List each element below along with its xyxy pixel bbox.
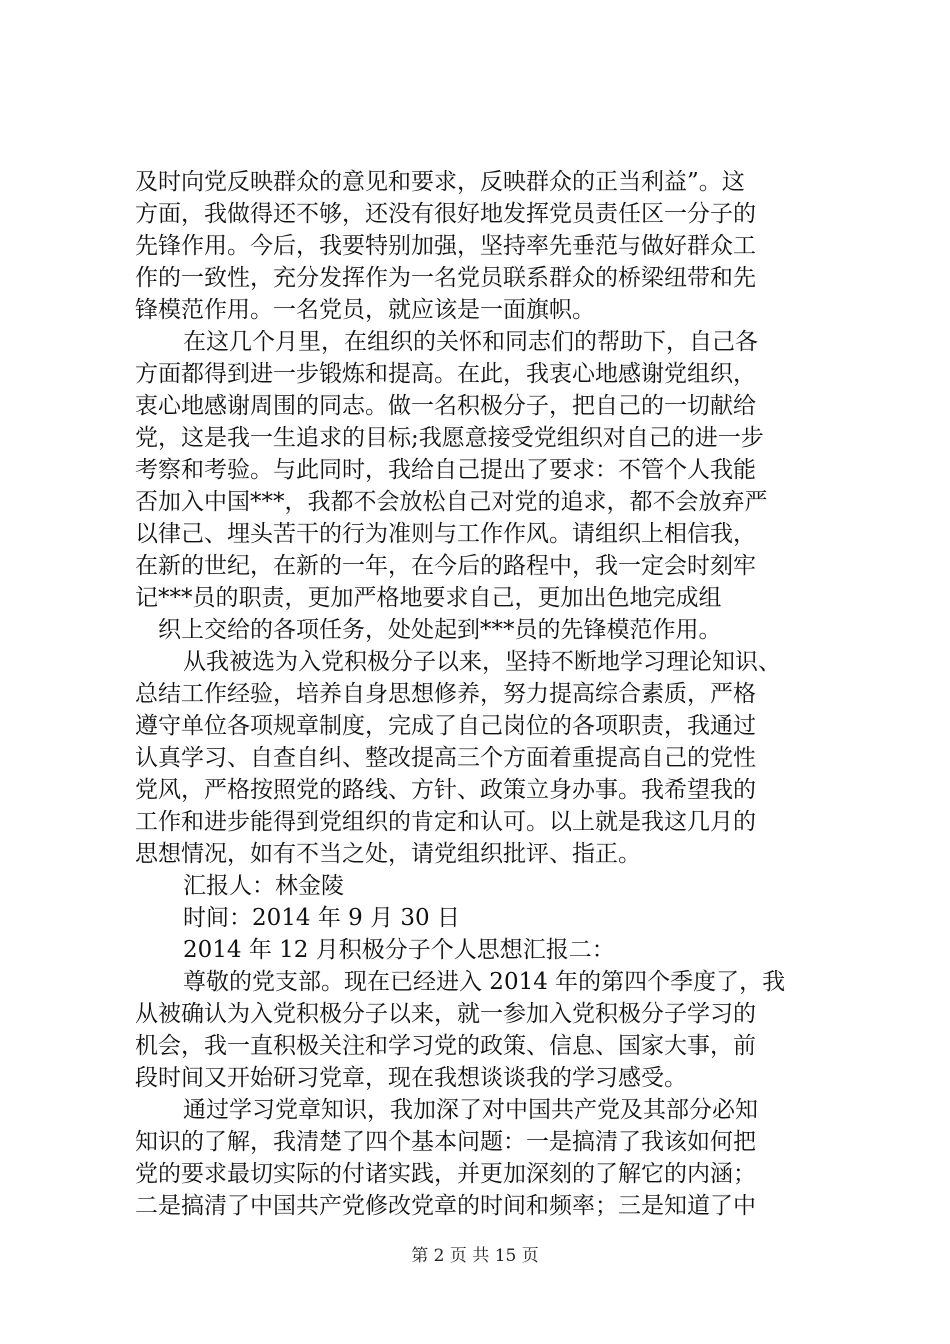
- text-line: 方面都得到进一步锻炼和提高。在此，我衷心地感谢党组织，: [135, 361, 756, 387]
- page-number-footer: 第 2 页 共 15 页: [411, 1246, 539, 1266]
- text-line: 思想情况，如有不当之处，请党组织批评、指正。: [135, 841, 641, 867]
- text-line: 以律己、埋头苦干的行为准则与工作作风。请组织上相信我，: [135, 521, 756, 547]
- text-line: 二是搞清了中国共产党修改党章的时间和频率；三是知道了中: [135, 1193, 756, 1219]
- text-line: 记***员的职责，更加严格地要求自己，更加出色地完成组: [135, 585, 722, 611]
- text-line: 织上交给的各项任务，处处起到***员的先锋模范作用。: [158, 617, 722, 643]
- text-line: 党，这是我一生追求的目标;我愿意接受党组织对自己的进一步: [135, 425, 764, 451]
- text-line: 及时向党反映群众的意见和要求，反映群众的正当利益”。这: [135, 169, 745, 195]
- text-line: 工作和进步能得到党组织的肯定和认可。以上就是我这几月的: [135, 809, 756, 835]
- text-line: 段时间又开始研习党章，现在我想谈谈我的学习感受。: [135, 1065, 687, 1091]
- text-line: 知识的了解，我清楚了四个基本问题：一是搞清了我该如何把: [135, 1129, 756, 1155]
- text-line: 时间：2014 年 9 月 30 日: [183, 905, 460, 931]
- document-body: [135, 166, 835, 1222]
- text-line: 总结工作经验，培养自身思想修养，努力提高综合素质，严格: [135, 681, 756, 707]
- text-line: 锋模范作用。一名党员，就应该是一面旗帜。: [135, 297, 595, 323]
- text-line: 认真学习、自查自纠、整改提高三个方面着重提高自己的党性: [135, 745, 756, 771]
- text-line: 从被确认为入党积极分子以来，就一参加入党积极分子学习的: [135, 1001, 756, 1027]
- text-line: 党的要求最切实际的付诸实践，并更加深刻的了解它的内涵；: [135, 1161, 756, 1187]
- text-line: 衷心地感谢周围的同志。做一名积极分子，把自己的一切献给: [135, 393, 756, 419]
- text-line: 先锋作用。今后，我要特别加强，坚持率先垂范与做好群众工: [135, 233, 756, 259]
- text-line: 汇报人：林金陵: [183, 873, 344, 899]
- text-line: 否加入中国***，我都不会放松自己对党的追求，都不会放弃严: [135, 489, 768, 515]
- text-line: 在新的世纪，在新的一年，在今后的路程中，我一定会时刻牢: [135, 553, 756, 579]
- text-line: 在这几个月里，在组织的关怀和同志们的帮助下，自己各: [183, 329, 758, 355]
- text-line: 遵守单位各项规章制度，完成了自己岗位的各项职责，我通过: [135, 713, 756, 739]
- text-line: 方面，我做得还不够，还没有很好地发挥党员责任区一分子的: [135, 201, 756, 227]
- text-line: 作的一致性，充分发挥作为一名党员联系群众的桥梁纽带和先: [135, 265, 756, 291]
- text-line: 通过学习党章知识，我加深了对中国共产党及其部分必知: [183, 1097, 758, 1123]
- text-line: 2014 年 12 月积极分子个人思想汇报二：: [183, 937, 615, 963]
- text-line: 尊敬的党支部。现在已经进入 2014 年的第四个季度了，我: [183, 969, 786, 995]
- text-line: 机会，我一直积极关注和学习党的政策、信息、国家大事，前: [135, 1033, 756, 1059]
- text-line: 考察和考验。与此同时，我给自己提出了要求：不管个人我能: [135, 457, 756, 483]
- text-line: 从我被选为入党积极分子以来，坚持不断地学习理论知识、: [183, 649, 781, 675]
- text-line: 党风，严格按照党的路线、方针、政策立身办事。我希望我的: [135, 777, 756, 803]
